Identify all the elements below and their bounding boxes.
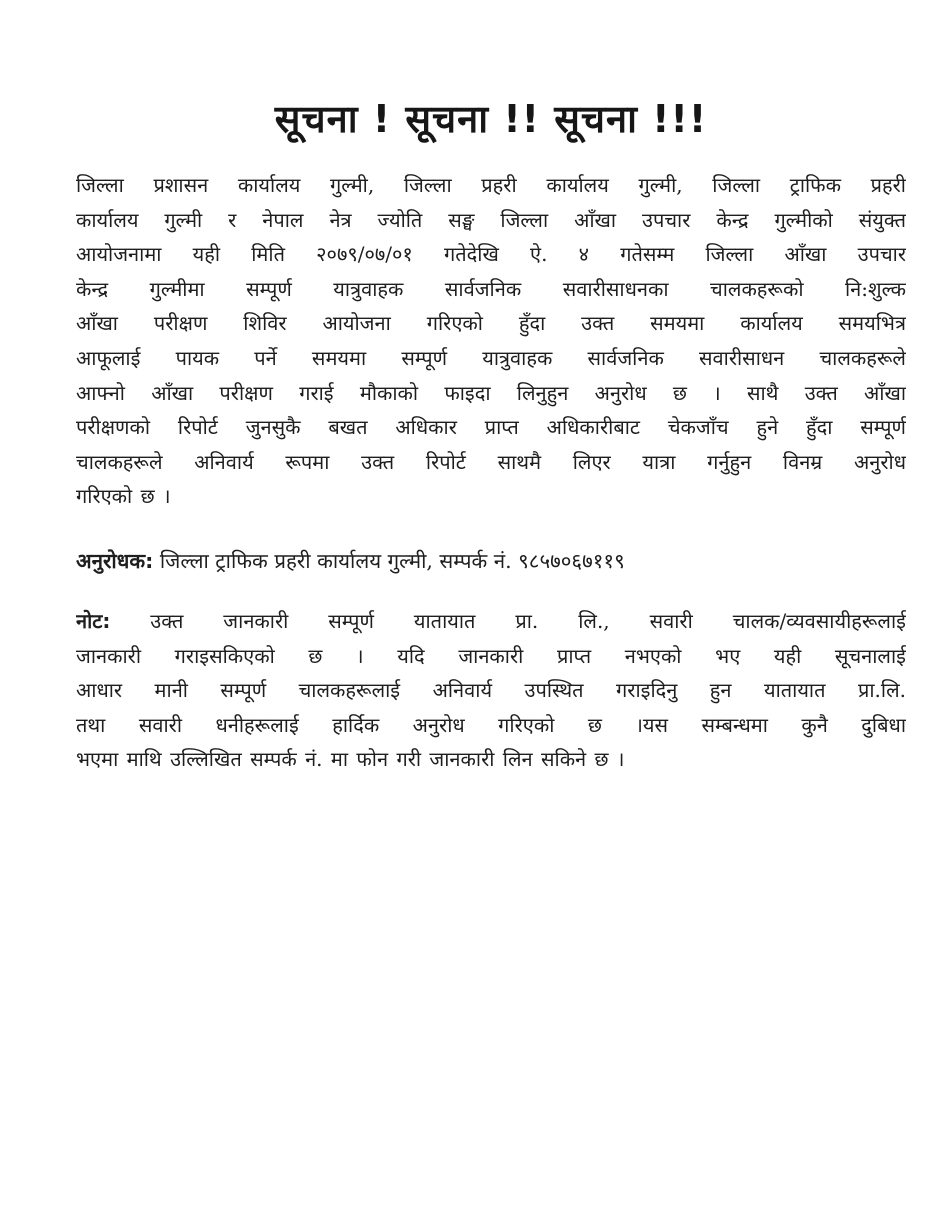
body-line: कार्यालय गुल्मी र नेपाल नेत्र ज्योति सङ्घ जिल्ला आँखा उपचार केन्द्र गुल्मीको संयुक्त xyxy=(76,207,906,232)
note-line: भएमा माथि उल्लिखित सम्पर्क नं. मा फोन गरी जानकारी लिन सकिने छ । xyxy=(76,747,625,772)
note-section xyxy=(76,604,906,777)
note-line: तथा सवारी धनीहरूलाई हार्दिक अनुरोध गरिएको छ ।यस सम्बन्धमा कुनै दुबिधा xyxy=(76,712,906,737)
notice-body xyxy=(76,168,906,514)
note-line: आधार मानी सम्पूर्ण चालकहरूलाई अनिवार्य उपस्थित गराइदिनु हुन यातायात प्रा.लि. xyxy=(76,678,906,703)
note-line: जानकारी गराइसकिएको छ । यदि जानकारी प्राप्त नभएको भए यही सूचनालाई xyxy=(76,643,906,668)
requester-label: अनुरोधक: xyxy=(76,548,154,573)
requester-text: जिल्ला ट्राफिक प्रहरी कार्यालय गुल्मी, सम्पर्क नं. ९८५७०६७११९ xyxy=(153,548,625,573)
body-line: गरिएको छ । xyxy=(76,484,171,509)
body-line: जिल्ला प्रशासन कार्यालय गुल्मी, जिल्ला प्रहरी कार्यालय गुल्मी, जिल्ला ट्राफिक प्रहरी xyxy=(76,173,906,197)
note-label: नोट: xyxy=(76,608,111,633)
body-line: परीक्षणको रिपोर्ट जुनसुकै बखत अधिकार प्राप्त अधिकारीबाट चेकजाँच हुने हुँदा सम्पूर्ण xyxy=(76,415,906,440)
body-line: आँखा परीक्षण शिविर आयोजना गरिएको हुँदा उक्त समयमा कार्यालय समयभित्र xyxy=(76,311,906,336)
body-line: चालकहरूले अनिवार्य रूपमा उक्त रिपोर्ट साथमै लिएर यात्रा गर्नुहुन विनम्र अनुरोध xyxy=(76,449,906,474)
requester-line xyxy=(76,544,906,578)
body-line: आयोजनामा यही मिति २०७९/०७/०१ गतेदेखि ऐ. ४ गतेसम्म जिल्ला आँखा उपचार xyxy=(76,242,906,267)
body-line: केन्द्र गुल्मीमा सम्पूर्ण यात्रुवाहक सार्वजनिक सवारीसाधनका चालकहरूको नि:शुल्क xyxy=(76,276,906,301)
notice-title: सूचना ! सूचना !! सूचना !!! xyxy=(274,97,708,141)
body-line: आफूलाई पायक पर्ने समयमा सम्पूर्ण यात्रुवाहक सार्वजनिक सवारीसाधन चालकहरूले xyxy=(76,345,906,370)
note-line-text: उक्त जानकारी सम्पूर्ण यातायात प्रा. लि., सवारी चालक/व्यवसायीहरूलाई xyxy=(110,608,906,633)
body-line: आफ्नो आँखा परीक्षण गराई मौकाको फाइदा लिनुहुन अनुरोध छ । साथै उक्त आँखा xyxy=(76,380,906,405)
note-line xyxy=(76,604,906,639)
